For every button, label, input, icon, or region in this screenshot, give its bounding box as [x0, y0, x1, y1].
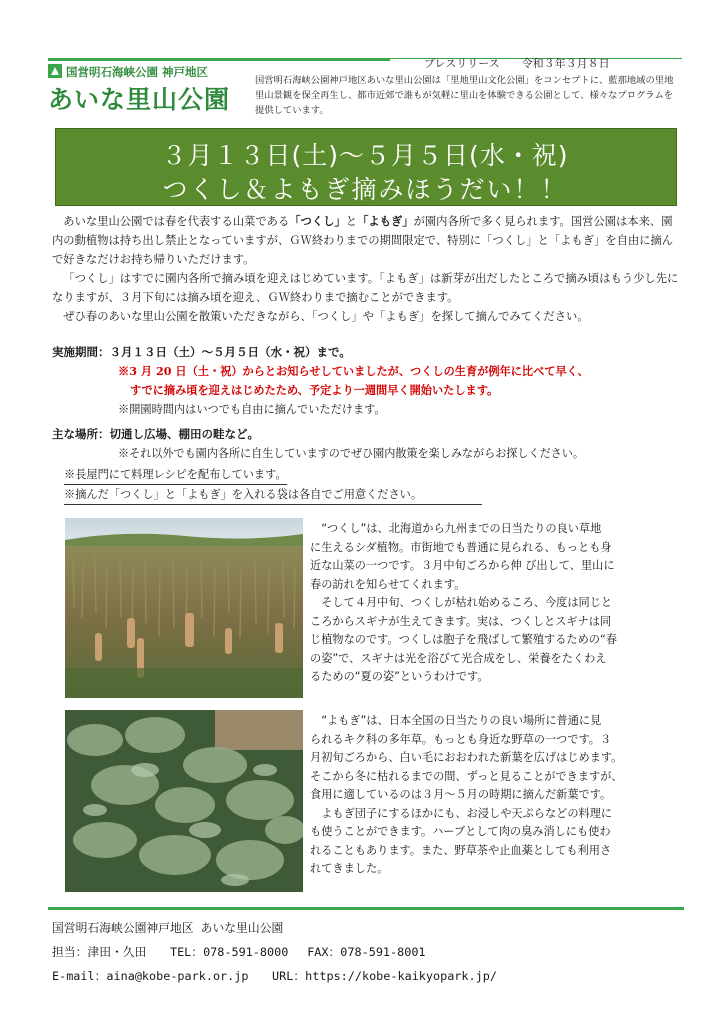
place-note: ※それ以外でも園内各所に自生していますのでぜひ園内散策を楽しみながらお探しください。 [118, 447, 584, 460]
contact-footer [52, 916, 497, 988]
period-label: 実施期間： [52, 345, 110, 359]
bottom-rule [48, 907, 684, 910]
place-label: 主な場所： [52, 427, 110, 441]
period-note: ※開園時間内はいつでも自由に摘んでいただけます。 [118, 403, 386, 416]
body-text: と [345, 215, 358, 228]
press-release-date: プレスリリース 令和３年３月８日 [424, 57, 610, 70]
tsukushi-line: そして４月中旬、つくしが枯れ始めるころ、今度は同じと [321, 596, 613, 609]
tsukushi-line: の姿”で、スギナは光を浴びて光合成をし、栄養をたくわえ [310, 651, 607, 665]
tsukushi-line: 春の訪れを知らせてくれます。 [310, 577, 466, 591]
body-text: が園内各所で多く見られます。国営公園は本来、園内の動植物は持ち出し禁止となっていますが、ＧＷ終わりまでの期間限定で、特別に「つくし」と「よもぎ」を自由に摘んで好きなだけお持ち帰りいただけます。 [52, 215, 674, 266]
yomogi-line: られるキク科の多年草。もっとも身近な野草の一つです。３ [310, 732, 612, 746]
yomogi-description [310, 712, 685, 879]
body-paragraph-3: ぜひ春のあいな里山公園を散策いただきながら、「つくし」や「よもぎ」を探して摘んでみてください。 [63, 310, 589, 323]
notice-bag: ※摘んだ「つくし」と「よもぎ」を入れる袋は各自でご用意ください。 [64, 485, 482, 505]
highlight-yomogi: 「よもぎ」 [357, 214, 414, 228]
footer-contact: 担当：津田・久田 TEL：078-591-8000 FAX：078-591-8001 [52, 945, 426, 959]
tsukushi-line: じ植物なのです。つくしは胞子を飛ばして繁殖するための“春 [310, 633, 617, 646]
place-value: 切通し広場、棚田の畦など。 [109, 427, 259, 441]
tsukushi-line: ころからスギナが生えてきます。実は、つくしとスギナは同 [310, 614, 612, 628]
top-rule-left [48, 58, 390, 61]
yomogi-photo [65, 710, 303, 892]
park-intro: 国営明石海峡公園神戸地区あいな里山公園は「里地里山文化公園」をコンセプトに、藍那地域の里地里山景観を保全再生し、都市近郊で誰もが気軽に里山を体験できる公園として、様々なプログラムを提供しています。 [255, 75, 674, 116]
place-section [52, 425, 702, 463]
yomogi-line: そこから冬に枯れるまでの間、ずっと見ることができますが、 [310, 769, 623, 783]
notice-recipe: ※長屋門にて料理レシピを配布しています。 [64, 465, 287, 485]
yomogi-line: 食用に適しているのは３月～５月の時期に摘んだ新葉です。 [310, 788, 612, 801]
highlight-tsukushi: 「つくし」 [289, 214, 346, 228]
body-text: あいな里山公園では春を代表する山菜である [63, 215, 290, 228]
yomogi-line: “よもぎ”は、日本全国の日当たりの良い場所に普通に見 [321, 714, 602, 727]
yomogi-line: 月初旬ごろから、白い毛におおわれた新葉を広げはじめます。 [310, 751, 623, 764]
period-value: ３月１３日（土）～５月５日（水・祝）まで。 [109, 345, 351, 359]
banner-title: つくし＆よもぎ摘みほうだい！！ [162, 175, 568, 204]
notices [64, 465, 482, 505]
tsukushi-line: に生えるシダ植物。市街地でも普通に見られる、もっとも身 [310, 540, 612, 554]
logo-subtitle: 国営明石海峡公園 神戸地区 [66, 65, 209, 79]
footer-email-url: E-mail：aina@kobe-park.or.jp URL：https://kobe-kaikyopark.jp/ [52, 969, 497, 983]
tsukushi-line: 近な山菜の一つです。３月中旬ごろから伸 び出して、里山に [310, 559, 615, 572]
tsukushi-line: るための“夏の姿”というわけです。 [310, 670, 489, 683]
yomogi-line: よもぎ団子にするほかにも、お浸しや天ぷらなどの料理に [321, 806, 613, 820]
period-section [52, 343, 692, 419]
yomogi-line: れてきました。 [310, 862, 389, 875]
banner-dates: ３月１３日(土)～５月５日(水・祝) [161, 141, 569, 170]
logo-title: あいな里山公園 [48, 85, 231, 114]
period-note-red-1: ※3 月 20 日（土・祝）からとお知らせしていましたが、つくしの生育が例年に比べて早く、 [118, 364, 589, 378]
tsukushi-description [310, 520, 685, 687]
body-paragraph-1 [52, 212, 682, 269]
period-note-red-2: すでに摘み頃を迎えはじめたため、予定より一週間早く開始いたします。 [130, 383, 499, 397]
footer-org: 国営明石海峡公園神戸地区 あいな里山公園 [52, 921, 284, 935]
body-paragraph-2: 「つくし」はすでに園内各所で摘み頃を迎えはじめています。「よもぎ」は新芽が出だしたところで摘み頃はもう少し先になりますが、３月下旬には摘み頃を迎え、ＧＷ終わりまで摘むことができます。 [52, 272, 679, 304]
tsukushi-line: “つくし”は、北海道から九州までの日当たりの良い草地 [321, 522, 602, 535]
yomogi-line: も使うことができます。ハーブとして肉の臭み消しにも使わ [310, 825, 611, 838]
yomogi-line: れることもあります。また、野草茶や止血薬としても利用さ [310, 843, 612, 857]
tsukushi-photo [65, 518, 303, 698]
